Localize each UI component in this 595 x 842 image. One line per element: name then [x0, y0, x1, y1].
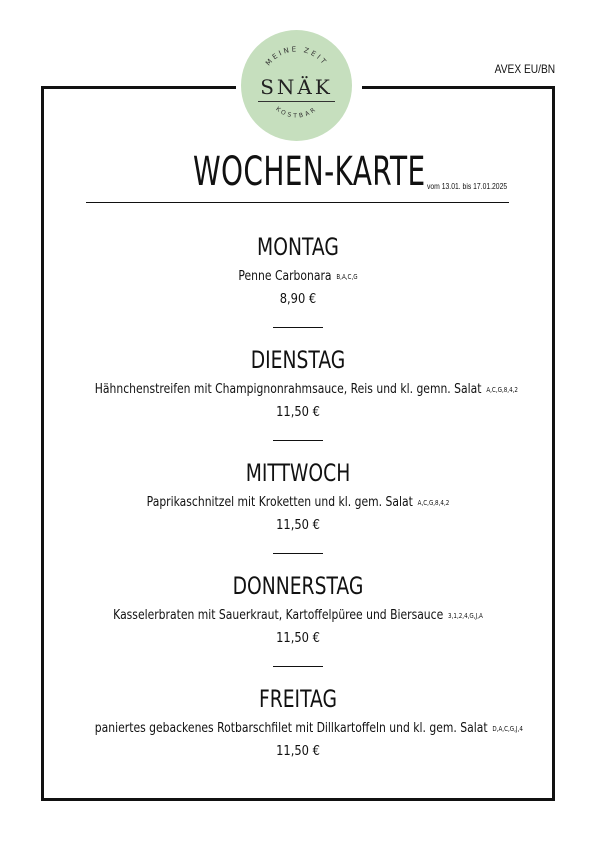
dish-name: Kasselerbraten mit Sauerkraut, Kartoffelpüree und Biersauce	[113, 607, 444, 623]
title-underline	[86, 202, 509, 203]
header-code: AVEX EU/BN	[494, 62, 555, 76]
dish-price: 11,50 €	[276, 629, 320, 646]
dish-line	[94, 381, 518, 397]
day-divider	[273, 327, 323, 328]
dish-price: 8,90 €	[279, 290, 317, 307]
day-divider	[273, 553, 323, 554]
dish-line	[95, 495, 501, 510]
day-section-monday	[44, 230, 552, 343]
svg-text:MEINE ZEIT	[264, 45, 329, 67]
allergen-codes: B,A,C,G	[336, 273, 358, 281]
day-name: MONTAG	[257, 233, 339, 261]
logo-bottom-text: KOSTBAR	[274, 105, 319, 120]
day-section-thursday	[44, 569, 552, 682]
day-section-wednesday	[44, 456, 552, 569]
day-divider	[273, 666, 323, 667]
dish-line	[95, 608, 501, 623]
day-name: DONNERSTAG	[232, 572, 364, 600]
day-divider	[273, 440, 323, 441]
dish-price: 11,50 €	[276, 742, 320, 759]
allergen-codes: D,A,C,G,J,4	[492, 725, 523, 733]
dish-line	[95, 269, 501, 284]
dish-name: Hähnchenstreifen mit Champignonrahmsauce, Reis und kl. gemn. Salat	[94, 381, 482, 397]
snaek-logo	[241, 30, 352, 141]
day-section-tuesday	[44, 343, 552, 456]
day-name: FREITAG	[258, 685, 338, 713]
date-range: vom 13.01. bis 17.01.2025	[427, 182, 508, 191]
logo-rule	[258, 101, 335, 102]
dish-name: Penne Carbonara	[238, 268, 332, 284]
dish-name: paniertes gebackenes Rotbarschfilet mit Dillkartoffeln und kl. gem. Salat	[94, 720, 488, 736]
dish-price: 11,50 €	[276, 403, 320, 420]
day-section-friday	[44, 682, 552, 795]
day-name: DIENSTAG	[250, 346, 346, 374]
day-list	[44, 230, 552, 795]
logo-name: SNÄK	[260, 75, 333, 99]
dish-name: Paprikaschnitzel mit Kroketten und kl. gem. Salat	[146, 494, 413, 510]
svg-text:KOSTBAR	[274, 105, 318, 119]
allergen-codes: 3,1,2,4,G,J,A	[448, 612, 483, 620]
page-title: WOCHEN-KARTE	[193, 149, 426, 195]
allergen-codes: A,C,G,8,4,2	[417, 499, 450, 507]
logo-top-text: MEINE ZEIT	[264, 45, 329, 68]
dish-price: 11,50 €	[276, 516, 320, 533]
dish-line	[94, 720, 523, 736]
allergen-codes: A,C,G,8,4,2	[486, 386, 518, 394]
day-name: MITTWOCH	[245, 459, 351, 487]
